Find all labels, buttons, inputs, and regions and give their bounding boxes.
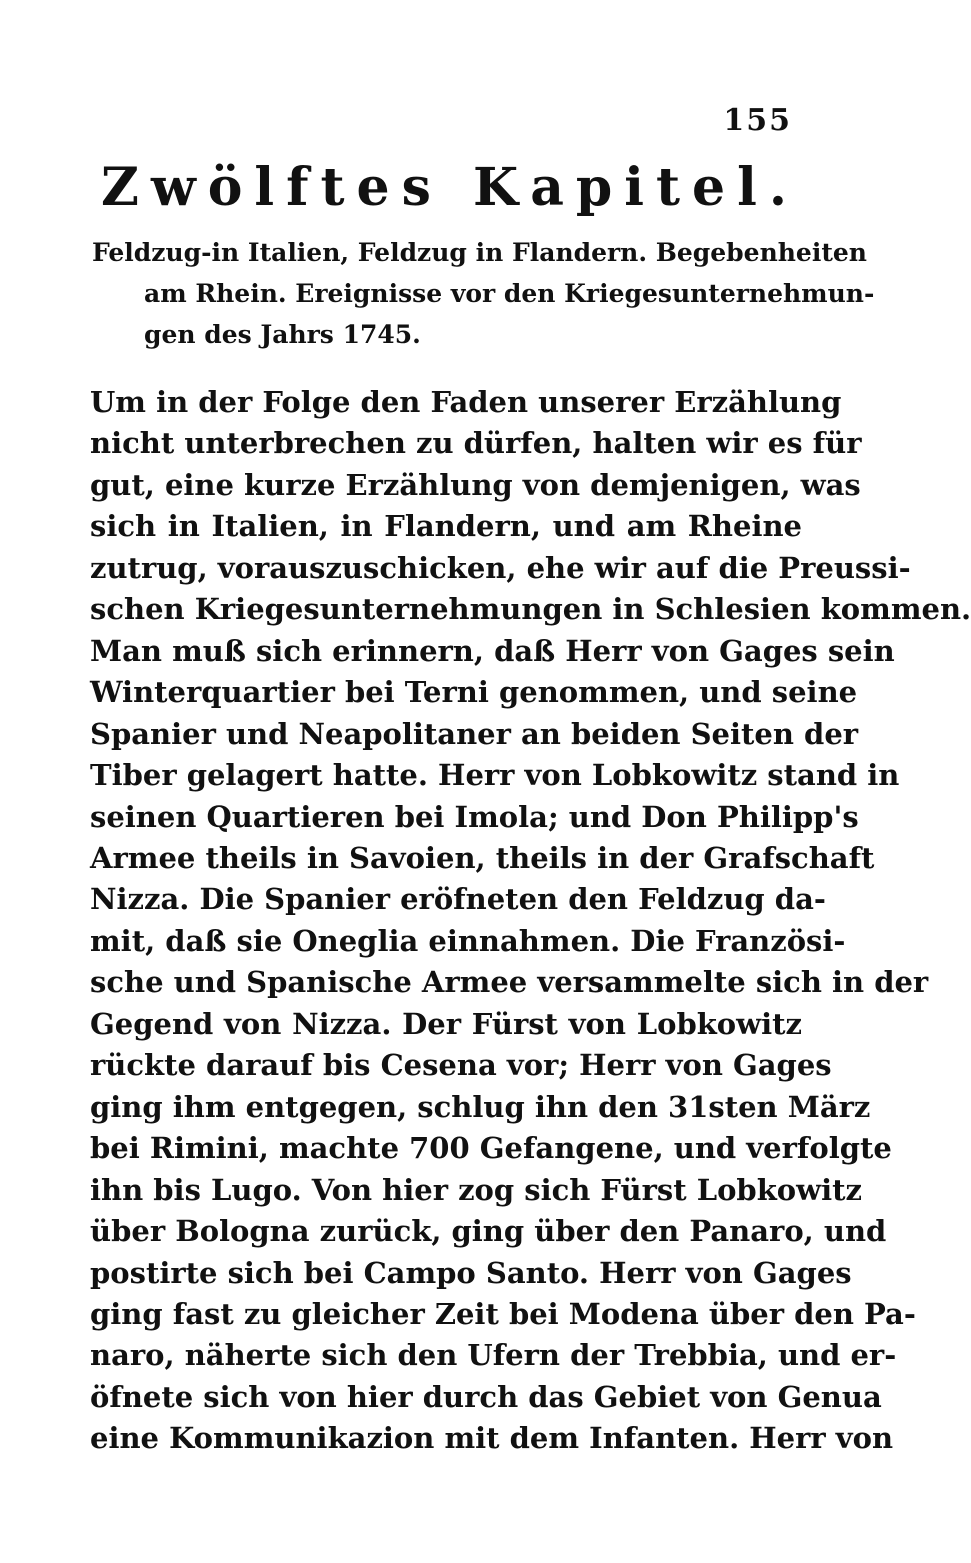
body-line: gut, eine kurze Erzählung von demjenigen, was	[90, 467, 861, 502]
summary-line: Feldzug-in Italien, Feldzug in Flandern. Begebenheiten	[92, 238, 867, 267]
body-line: postirte sich bei Campo Santo. Herr von Gages	[90, 1255, 852, 1290]
body-line: Man muß sich erinnern, daß Herr von Gages sein	[90, 633, 895, 668]
body-line: rückte darauf bis Cesena vor; Herr von Gages	[90, 1048, 832, 1083]
body-line: ihn bis Lugo. Von hier zog sich Fürst Lobkowitz	[90, 1172, 862, 1207]
body-line: Um in der Folge den Faden unserer Erzählung	[90, 385, 842, 419]
body-line: Tiber gelagert hatte. Herr von Lobkowitz stand in	[90, 758, 900, 793]
body-line: mit, daß sie Oneglia einnahmen. Die Französi-	[90, 923, 846, 958]
body-line: Winterquartier bei Terni genommen, und seine	[90, 675, 858, 710]
page-number: 155	[723, 103, 792, 138]
body-line: sche und Spanische Armee versammelte sich in der	[90, 965, 929, 1000]
body-line: bei Rimini, machte 700 Gefangene, und verfolgte	[90, 1131, 892, 1166]
body-line: eine Kommunikazion mit dem Infanten. Herr von	[90, 1421, 894, 1456]
chapter-summary	[92, 232, 875, 355]
body-line: nicht unterbrechen zu dürfen, halten wir es für	[90, 426, 862, 461]
chapter-title: Zwölftes Kapitel.	[101, 157, 799, 218]
body-line: Gegend von Nizza. Der Fürst von Lobkowitz	[90, 1006, 802, 1041]
body-line: ging ihm entgegen, schlug ihn den 31sten März	[90, 1089, 871, 1124]
summary-line: am Rhein. Ereignisse vor den Kriegesunternehmun-	[144, 279, 875, 308]
body-line: sich in Italien, in Flandern, und am Rheine	[90, 509, 802, 544]
body-line: seinen Quartieren bei Imola; und Don Philipp's	[90, 799, 859, 834]
body-line: ging fast zu gleicher Zeit bei Modena über den Pa-	[90, 1296, 916, 1331]
body-line: öfnete sich von hier durch das Gebiet von Genua	[90, 1379, 882, 1414]
body-line: zutrug, vorauszuschicken, ehe wir auf die Preussi-	[90, 550, 911, 585]
body-line: schen Kriegesunternehmungen in Schlesien kommen.	[90, 592, 971, 627]
body-line: Spanier und Neapolitaner an beiden Seiten der	[90, 716, 859, 751]
body-line: naro, näherte sich den Ufern der Trebbia, und er-	[90, 1338, 897, 1373]
body-text	[90, 382, 971, 1460]
body-line: über Bologna zurück, ging über den Panaro, und	[90, 1214, 887, 1249]
body-line: Armee theils in Savoien, theils in der Grafschaft	[90, 840, 875, 875]
body-line: Nizza. Die Spanier eröfneten den Feldzug da-	[90, 882, 826, 917]
summary-line: gen des Jahrs 1745.	[144, 320, 421, 349]
